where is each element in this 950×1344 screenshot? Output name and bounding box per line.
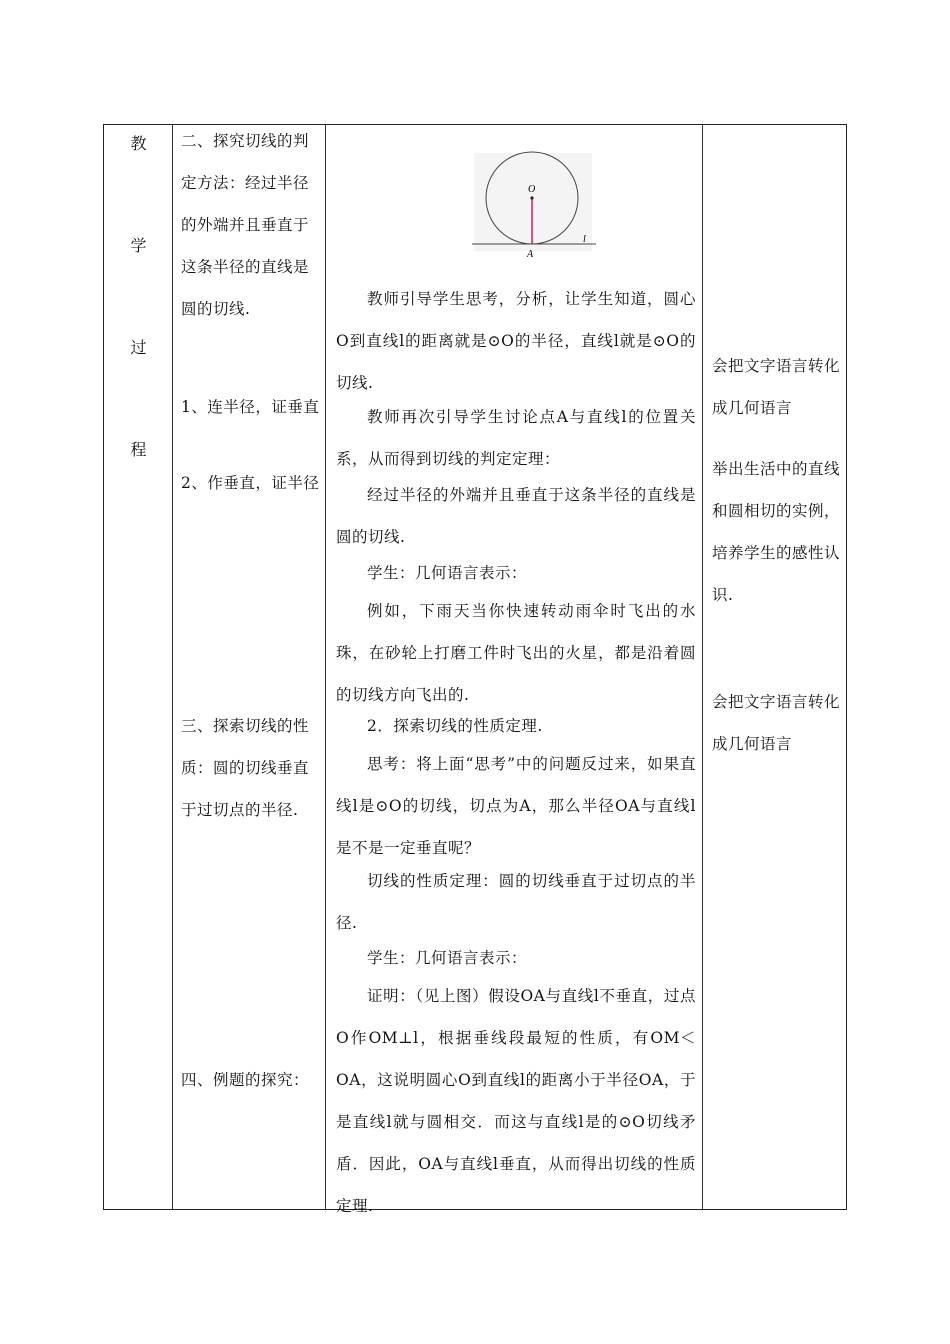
explore-judge-text: 二、探究切线的判定方法：经过半径的外端并且垂直于这条半径的直线是圆的切线. [181, 132, 310, 318]
method-2-text: 2、作垂直，证半径 [181, 474, 320, 492]
center-label: O [528, 184, 536, 195]
line-l-label: l [583, 234, 586, 245]
stage-char: 程 [130, 440, 147, 459]
stage-char: 教 [130, 134, 147, 153]
content-outline-column [173, 125, 326, 1209]
center-point [530, 196, 533, 199]
stage-char: 学 [130, 236, 147, 255]
teaching-activity-column [326, 125, 703, 1215]
intent-note: 会把文字语言转化成几何语言 [712, 357, 841, 417]
main-paragraph: 切线的性质定理：圆的切线垂直于过切点的半径. [336, 872, 696, 932]
method-1-text: 1、连半径，证垂直 [181, 398, 320, 416]
intent-note: 举出生活中的直线和圆相切的实例，培养学生的感性认识. [712, 460, 841, 604]
stage-column [104, 125, 173, 1209]
stage-char: 过 [130, 338, 147, 357]
main-paragraph: 例如，下雨天当你快速转动雨伞时飞出的水珠，在砂轮上打磨工件时飞出的火星，都是沿着圆的切线方向飞出的. [336, 602, 696, 704]
figure-background [474, 153, 592, 251]
main-paragraph: 教师引导学生思考，分析，让学生知道，圆心O到直线l的距离就是⊙O的半径，直线l就是⊙O的切线. [336, 290, 696, 392]
point-a-label: A [527, 249, 534, 260]
tangent-figure [326, 125, 703, 265]
main-paragraph: 思考：将上面“思考”中的问题反过来，如果直线l是⊙O的切线，切点为A，那么半径OA与直线l是不是一定垂直呢？ [336, 755, 696, 857]
intent-column [703, 125, 846, 1209]
explore-property-text: 三、探索切线的性质：圆的切线垂直于过切点的半径. [181, 717, 310, 819]
main-paragraph: 学生：几何语言表示： [367, 564, 528, 582]
main-paragraph: 2．探索切线的性质定理. [367, 717, 543, 735]
main-paragraph: 学生：几何语言表示： [367, 949, 528, 967]
main-paragraph: 证明：（见上图）假设OA与直线l不垂直，过点O作OM⊥l，根据垂线段最短的性质，有OM＜OA，这说明圆心O到直线l的距离小于半径OA，于是直线l就与圆相交．而这与直线l是的⊙O切线矛盾．因此，OA与直线l垂直，从而得出切线的性质定理. [336, 987, 696, 1215]
intent-note: 会把文字语言转化成几何语言 [712, 693, 841, 753]
main-paragraph: 教师再次引导学生讨论点A与直线l的位置关系，从而得到切线的判定定理： [336, 408, 696, 468]
lesson-table [103, 124, 847, 1215]
main-paragraph: 经过半径的外端并且垂直于这条半径的直线是圆的切线. [336, 486, 696, 546]
examples-text: 四、例题的探究： [181, 1071, 310, 1089]
